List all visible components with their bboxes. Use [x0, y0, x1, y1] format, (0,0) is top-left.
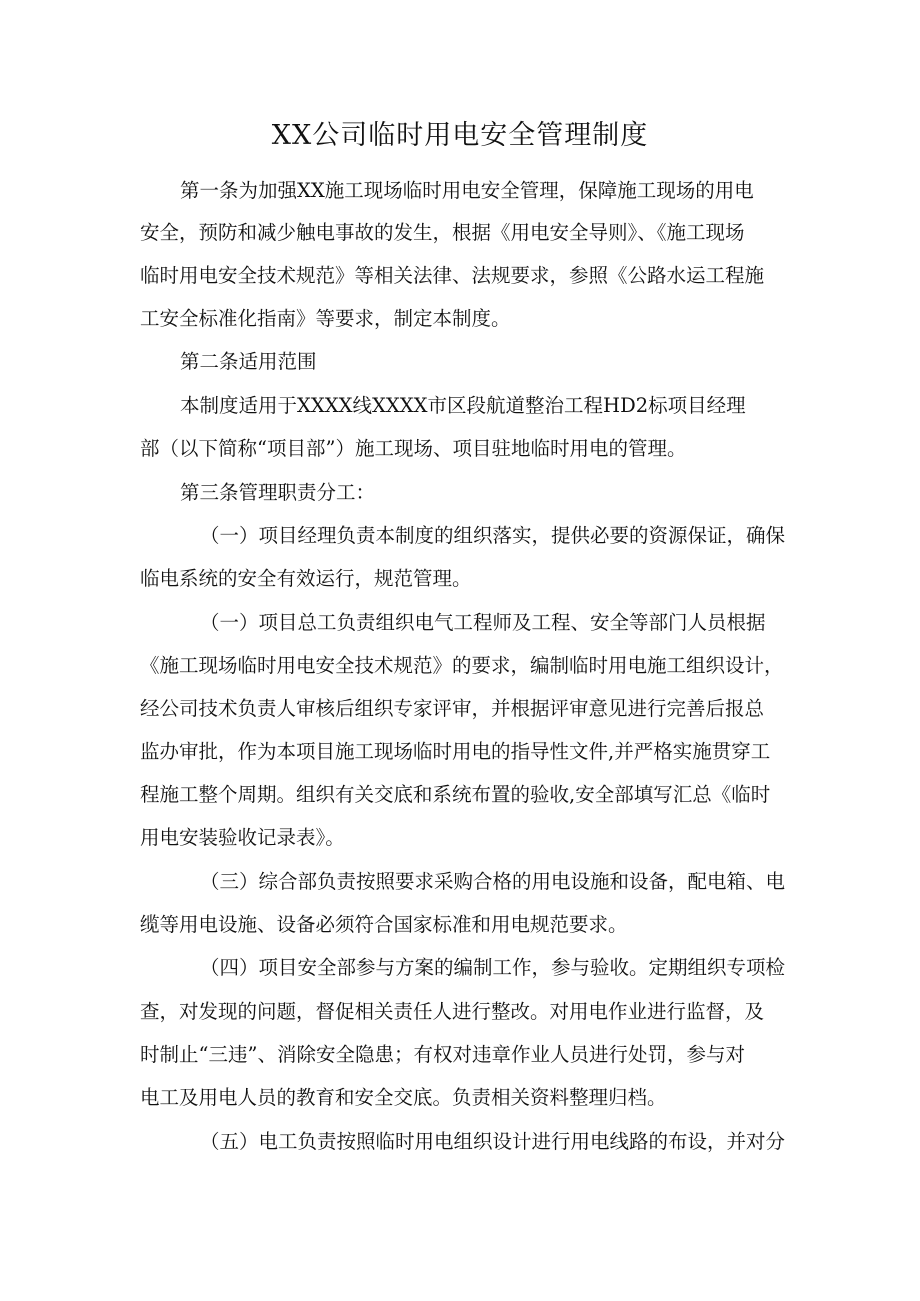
paragraph-line: 监办审批，作为本项目施工现场临时用电的指导性文件,并严格实施贯穿工 [140, 740, 771, 763]
paragraph-line: 经公司技术负责人审核后组织专家评审，并根据评审意见进行完善后报总 [140, 697, 765, 720]
paragraph-line: （一）项目经理负责本制度的组织落实，提供必要的资源保证，确保 [200, 524, 786, 547]
paragraph-line: （五）电工负责按照临时用电组织设计进行用电线路的布设，并对分 [200, 1130, 786, 1153]
paragraph-line: （三）综合部负责按照要求采购合格的用电设施和设备，配电箱、电 [200, 870, 786, 893]
paragraph-line: （一）项目总工负责组织电气工程师及工程、安全等部门人员根据 [200, 611, 766, 634]
paragraph-line: 安全，预防和减少触电事故的发生，根据《用电安全导则》、《施工现场 [140, 221, 745, 244]
paragraph-line: 时制止“三违”、消除安全隐患；有权对违章作业人员进行处罚，参与对 [140, 1043, 745, 1066]
paragraph-line: 工安全标准化指南》等要求，制定本制度。 [140, 307, 511, 330]
paragraph-line: 临电系统的安全有效运行，规范管理。 [140, 567, 472, 590]
paragraph-line: 程施工整个周期。组织有关交底和系统布置的验收,安全部填写汇总《临时 [140, 783, 771, 806]
section-heading: 第二条适用范围 [180, 350, 317, 373]
paragraph-line: 本制度适用于XXXX线XXXX市区段航道整治工程HD2标项目经理 [180, 394, 746, 417]
paragraph-line: 临时用电安全技术规范》等相关法律、法规要求，参照《公路水运工程施 [140, 264, 765, 287]
paragraph-line: 电工及用电人员的教育和安全交底。负责相关资料整理归档。 [140, 1086, 667, 1109]
section-heading: 第三条管理职责分工： [180, 481, 376, 504]
paragraph-line: 缆等用电设施、设备必须符合国家标准和用电规范要求。 [140, 913, 628, 936]
paragraph-line: （四）项目安全部参与方案的编制工作，参与验收。定期组织专项检 [200, 956, 786, 979]
document-title: XX公司临时用电安全管理制度 [271, 120, 649, 151]
paragraph-line: 部（以下简称“项目部”）施工现场、项目驻地临时用电的管理。 [140, 437, 687, 460]
paragraph-line: 《施工现场临时用电安全技术规范》的要求，编制临时用电施工组织设计， [140, 654, 784, 677]
paragraph-line: 用电安装验收记录表》。 [140, 826, 345, 849]
paragraph-line: 查，对发现的问题，督促相关责任人进行整改。对用电作业进行监督，及 [140, 1000, 765, 1023]
paragraph-line: 第一条为加强XX施工现场临时用电安全管理，保障施工现场的用电 [180, 179, 754, 202]
